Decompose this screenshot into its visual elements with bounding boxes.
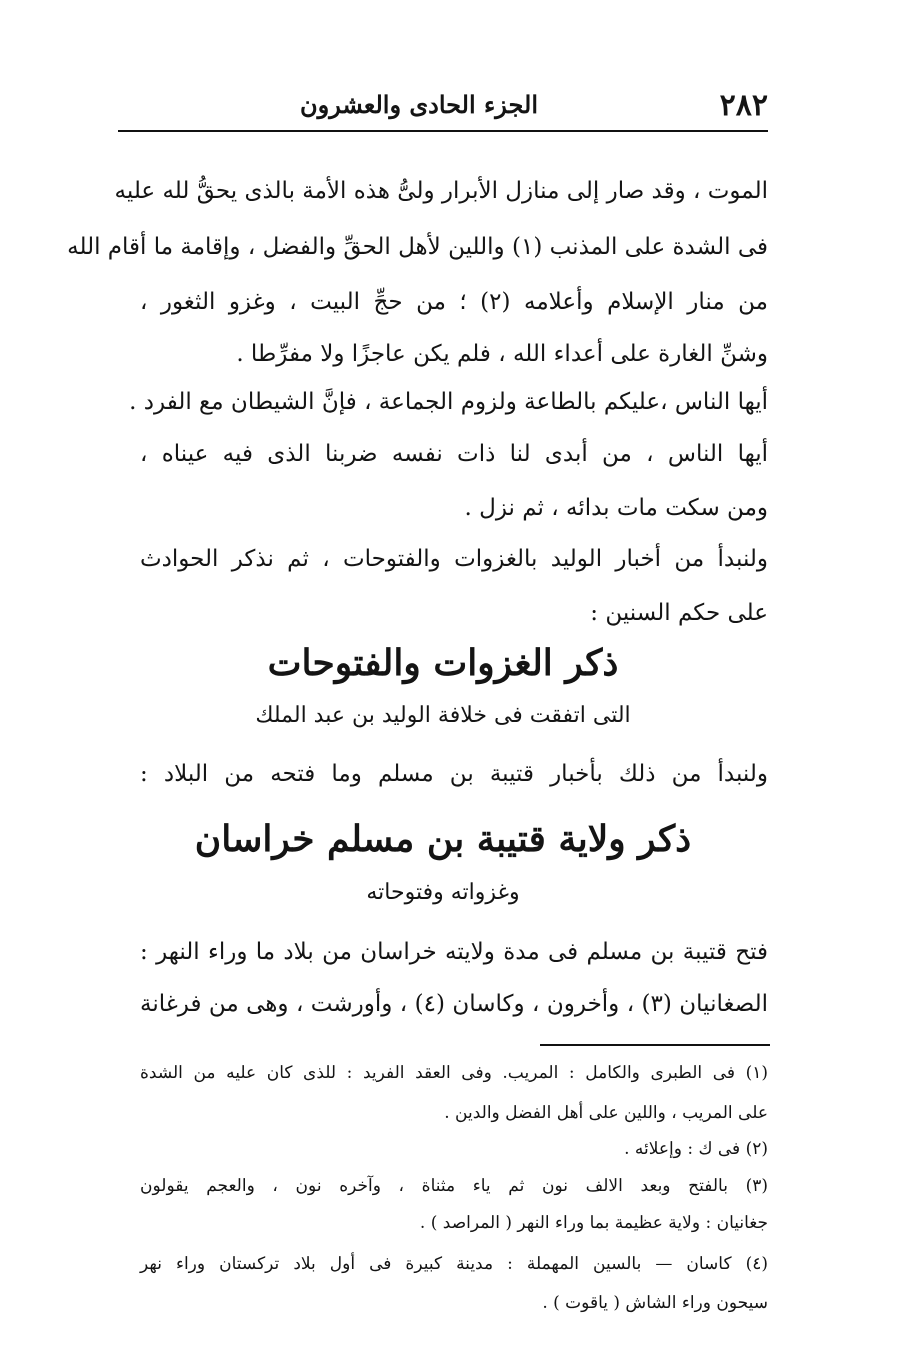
page-header [118, 86, 768, 126]
footnote-rule [540, 1044, 770, 1046]
running-head: الجزء الحادى والعشرون [300, 90, 538, 119]
footnote-line: على المريب ، واللين على أهل الفضل والدين . [444, 1103, 768, 1123]
header-rule [118, 130, 768, 132]
section-title: ذكر الغزوات والفتوحات [267, 642, 619, 684]
body-line: من منار الإسلام وأعلامه (٢) ؛ من حجِّ البيت ، وغزو الثغور ، [140, 289, 769, 315]
body-line: على حكم السنين : [590, 600, 768, 626]
body-line: وشنِّ الغارة على أعداء الله ، فلم يكن عاجزًا ولا مفرِّطا . [236, 341, 768, 367]
body-line: أيها الناس ، من أبدى لنا ذات نفسه ضربنا الذى فيه عيناه ، [140, 441, 768, 467]
section-subtitle: التى اتفقت فى خلافة الوليد بن عبد الملك [255, 703, 631, 728]
body-line: ومن سكت مات بدائه ، ثم نزل . [464, 495, 768, 521]
footnote-line: سيحون وراء الشاش ( ياقوت ) . [542, 1293, 768, 1313]
section-subtitle: وغزواته وفتوحاته [366, 880, 520, 905]
footnote-line: (٢) فى ك : وإعلائه . [624, 1139, 768, 1159]
section-title: ذكر ولاية قتيبة بن مسلم خراسان [194, 818, 692, 860]
body-line: ولنبدأ من ذلك بأخبار قتيبة بن مسلم وما فتحه من البلاد : [140, 761, 768, 787]
page-number: ٢٨٢ [719, 88, 768, 123]
body-line: فى الشدة على المذنب (١) واللين لأهل الحقِّ والفضل ، وإقامة ما أقام الله [67, 234, 768, 260]
body-line: أيها الناس ،عليكم بالطاعة ولزوم الجماعة ، فإنَّ الشيطان مع الفرد . [129, 389, 768, 415]
body-line: ولنبدأ من أخبار الوليد بالغزوات والفتوحات ، ثم نذكر الحوادث [140, 546, 768, 572]
footnote-line: (٤) كاسان — بالسين المهملة : مدينة كبيرة فى أول بلاد تركستان وراء نهر [140, 1254, 768, 1274]
footnote-line: (٣) بالفتح وبعد الالف نون ثم ياء مثناة ، وآخره نون ، والعجم يقولون [140, 1176, 768, 1196]
body-line: فتح قتيبة بن مسلم فى مدة ولايته خراسان من بلاد ما وراء النهر : [140, 939, 768, 965]
body-line: الصغانيان (٣) ، وأخرون ، وكاسان (٤) ، وأورشت ، وهى من فرغانة [140, 991, 768, 1017]
footnote-line: جغانيان : ولاية عظيمة بما وراء النهر ( المراصد ) . [419, 1213, 768, 1233]
footnote-line: (١) فى الطبرى والكامل : المريب. وفى العقد الفريد : للذى كان عليه من الشدة [140, 1063, 768, 1083]
body-line: الموت ، وقد صار إلى منازل الأبرار ولىُّ هذه الأمة بالذى يحقُّ لله عليه [114, 178, 768, 204]
